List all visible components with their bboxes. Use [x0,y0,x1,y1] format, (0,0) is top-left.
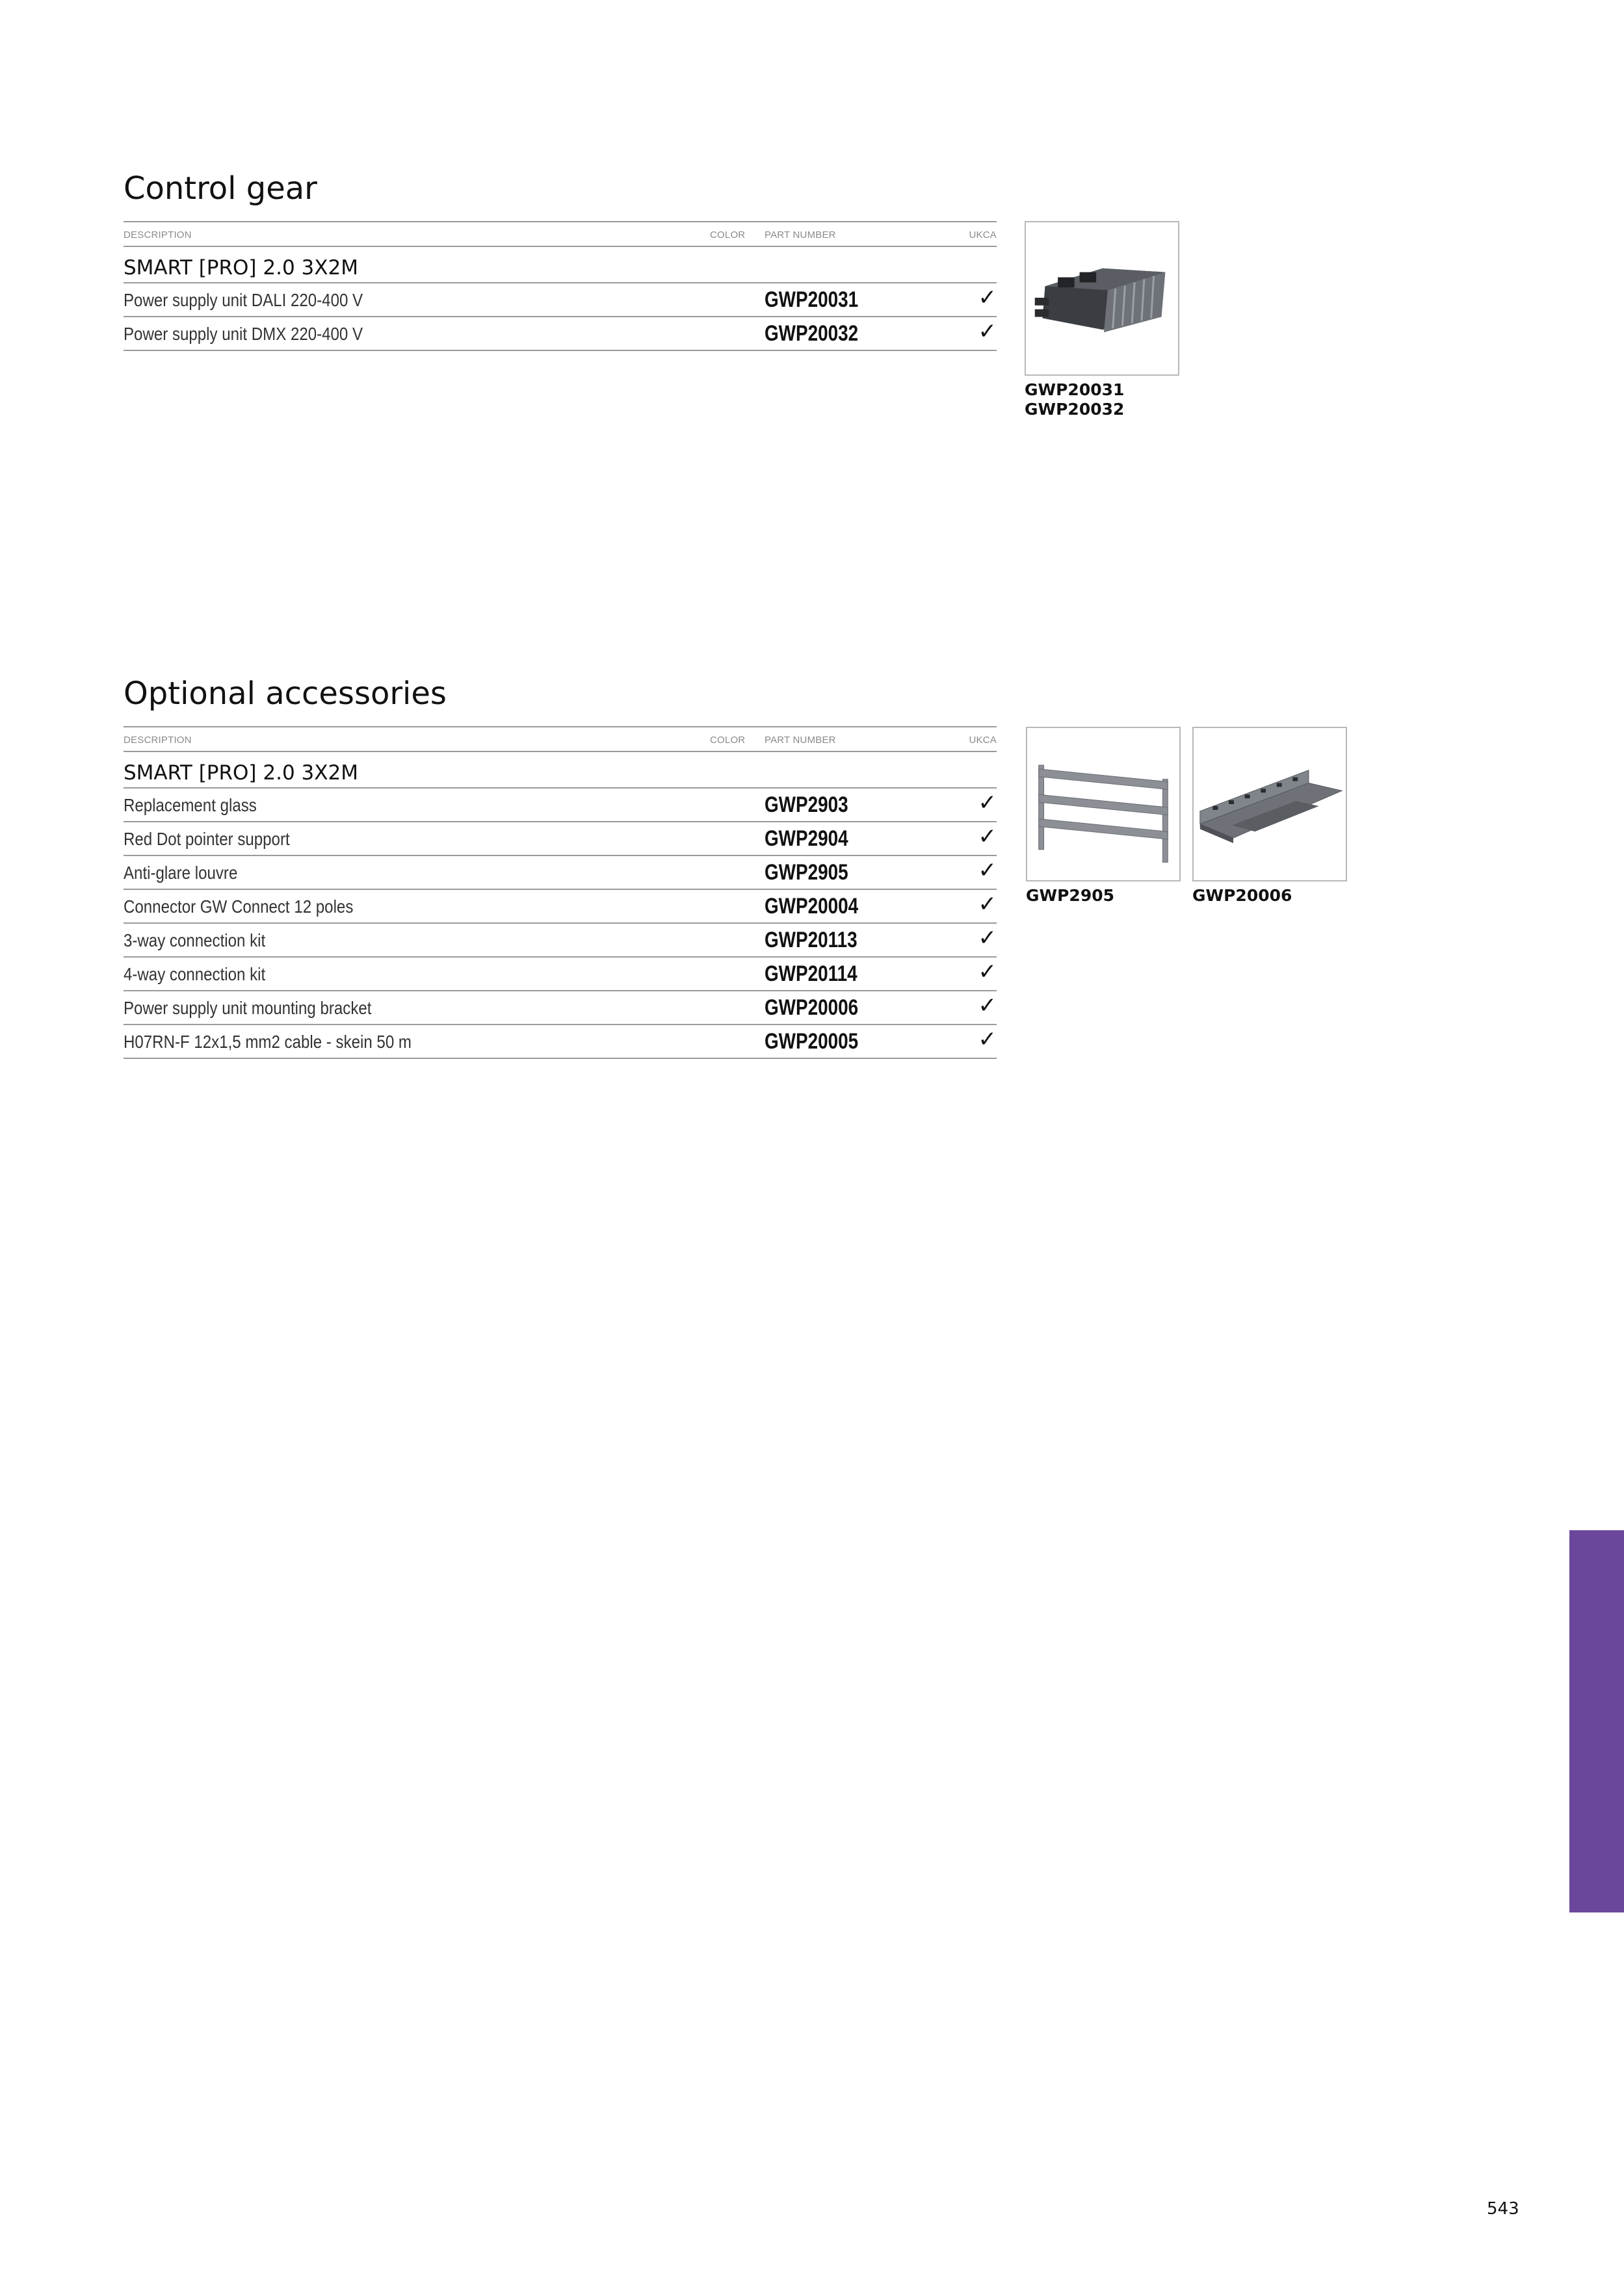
table-header [124,221,997,247]
row-part-number: GWP2903 [765,792,848,817]
chapter-side-tab [1569,1530,1624,1912]
check-icon: ✓ [978,959,997,985]
row-part-number: GWP20031 [765,287,859,312]
row-description: Power supply unit mounting bracket [124,998,372,1018]
header-ukca: UKCA [969,735,997,746]
row-description: Anti-glare louvre [124,863,238,883]
check-icon: ✓ [978,285,997,311]
image-caption: GWP20032 [1025,400,1125,419]
row-description: 3-way connection kit [124,930,266,950]
product-group-label: SMART [PRO] 2.0 3X2M [124,256,358,280]
table-header [124,726,997,752]
header-description: DESCRIPTION [124,735,192,746]
header-description: DESCRIPTION [124,229,192,241]
table-row [124,924,997,958]
louvre-illustration [1027,728,1179,880]
row-part-number: GWP20004 [765,894,859,919]
image-caption: GWP20031 [1025,380,1125,399]
table-row [124,958,997,991]
image-caption: GWP2905 [1026,886,1114,905]
row-part-number: GWP20032 [765,321,859,346]
check-icon: ✓ [978,925,997,951]
louvre-image [1026,727,1181,881]
check-icon: ✓ [978,319,997,345]
product-group-label: SMART [PRO] 2.0 3X2M [124,761,358,785]
product-group-row [124,752,997,789]
section-title-optional-accessories: Optional accessories [124,675,447,712]
mounting-bracket-illustration [1194,728,1346,880]
check-icon: ✓ [978,1026,997,1052]
table-row [124,890,997,924]
row-description: 4-way connection kit [124,964,266,984]
row-description: Connector GW Connect 12 poles [124,896,354,917]
row-part-number: GWP20113 [765,928,858,952]
row-description: Power supply unit DALI 220-400 V [124,290,363,310]
table-row [124,856,997,890]
header-ukca: UKCA [969,229,997,241]
table-row [124,991,997,1025]
header-color: COLOR [710,735,746,746]
row-part-number: GWP2905 [765,860,848,885]
table-row [124,822,997,856]
section-title-control-gear: Control gear [124,170,317,207]
power-supply-image [1025,221,1179,376]
row-description: Power supply unit DMX 220-400 V [124,324,363,344]
table-row [124,317,997,351]
header-part-number: PART NUMBER [765,229,836,241]
check-icon: ✓ [978,790,997,816]
control-gear-table [124,221,997,351]
mounting-bracket-image [1192,727,1347,881]
check-icon: ✓ [978,891,997,917]
accessories-table [124,726,997,1059]
table-row [124,1025,997,1059]
image-caption: GWP20006 [1192,886,1292,905]
power-supply-illustration [1026,222,1178,374]
row-part-number: GWP2904 [765,826,848,851]
table-row [124,789,997,822]
check-icon: ✓ [978,824,997,850]
product-group-row [124,247,997,283]
row-part-number: GWP20006 [765,995,859,1020]
header-part-number: PART NUMBER [765,735,836,746]
row-description: Red Dot pointer support [124,829,290,849]
check-icon: ✓ [978,857,997,883]
row-description: Replacement glass [124,795,257,815]
table-row [124,283,997,317]
page-number: 543 [1487,2199,1519,2219]
row-description: H07RN-F 12x1,5 mm2 cable - skein 50 m [124,1032,412,1052]
row-part-number: GWP20005 [765,1029,859,1054]
row-part-number: GWP20114 [765,961,858,986]
check-icon: ✓ [978,993,997,1019]
header-color: COLOR [710,229,746,241]
